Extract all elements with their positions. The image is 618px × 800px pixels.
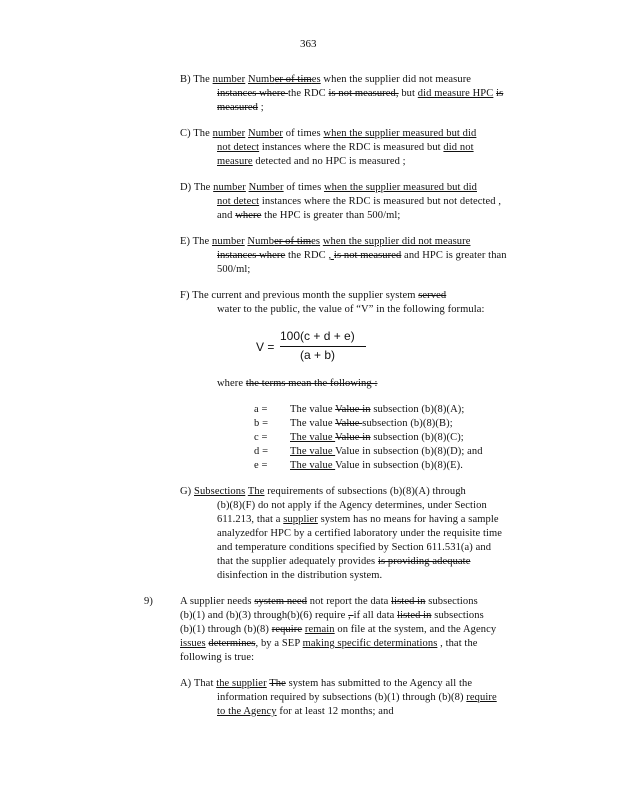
def-e-text: The value Value in subsection (b)(8)(E). [290, 460, 463, 471]
item-d-line-1: D) The number Number of times when the supplier measured but did [180, 182, 477, 193]
formula-lhs: V = [256, 340, 275, 354]
item-c-line-2: not detect instances where the RDC is measured but did not [217, 142, 474, 153]
item-d-line-3: and where the HPC is greater than 500/ml; [217, 210, 401, 221]
item-g-line-3: 611.213, that a supplier system has no means for having a sample [217, 514, 499, 525]
item-f-line-2: water to the public, the value of “V” in the following formula: [217, 304, 485, 315]
page-number: 363 [300, 38, 317, 50]
item-c-line-3: measure detected and no HPC is measured ; [217, 156, 406, 167]
para-9-line-2: (b)(1) and (b)(3) through(b)(6) require , if all data listed in subsections [180, 610, 484, 621]
para-9-line-1: A supplier needs system need not report the data listed in subsections [180, 596, 478, 607]
item-e-line-1: E) The number Number of times when the supplier did not measure [180, 236, 471, 247]
def-b-text: The value Value subsection (b)(8)(B); [290, 418, 453, 429]
item-f-line-1: F) The current and previous month the supplier system served [180, 290, 447, 301]
item-g-line-5: and temperature conditions specified by Section 611.531(a) and [217, 542, 492, 553]
para-9-number: 9) [144, 596, 153, 607]
where-line: where the terms mean the following : [217, 378, 378, 389]
def-b-var: b = [254, 418, 269, 429]
item-g-line-6: that the supplier adequately provides is providing adequate [217, 556, 471, 567]
def-a-var: a = [254, 404, 268, 415]
def-c-text: The value Value in subsection (b)(8)(C); [290, 432, 464, 443]
def-e-var: e = [254, 460, 268, 471]
para-9-line-3: (b)(1) through (b)(8) require remain on file at the system, and the Agency [180, 624, 497, 635]
item-g-line-2: (b)(8)(F) do not apply if the Agency determines, under Section [217, 500, 487, 511]
def-c-var: c = [254, 432, 268, 443]
item-b-line-3: measured ; [217, 102, 264, 113]
para-9-line-4: issues determines, by a SEP making specific determinations , that the [180, 638, 478, 649]
def-a-text: The value Value in subsection (b)(8)(A); [290, 404, 465, 415]
item-d-line-2: not detect instances where the RDC is measured but not detected , [217, 196, 502, 207]
def-d-text: The value Value in subsection (b)(8)(D); and [290, 446, 483, 457]
item-e-line-3: 500/ml; [217, 264, 251, 275]
item-g-line-4: analyzedfor HPC by a certified laboratory under the requisite time [217, 528, 503, 539]
v-formula [256, 326, 376, 368]
item-b-line-2: instances where the RDC is not measured, but did measure HPC is [217, 88, 504, 99]
def-d-var: d = [254, 446, 269, 457]
item-a9-line-3: to the Agency for at least 12 months; and [217, 706, 394, 717]
item-c-line-1: C) The number Number of times when the supplier measured but did [180, 128, 477, 139]
formula-numerator: 100(c + d + e) [280, 329, 355, 343]
item-g-line-1: G) Subsections The requirements of subsections (b)(8)(A) through [180, 486, 466, 497]
para-9-line-5: following is true: [180, 652, 255, 663]
item-a9-line-1: A) That the supplier The system has submitted to the Agency all the [180, 678, 473, 689]
item-e-line-2: instances where the RDC , is not measured and HPC is greater than [217, 250, 507, 261]
item-g-line-7: disinfection in the distribution system. [217, 570, 383, 581]
item-b-line-1: B) The number Number of times when the supplier did not measure [180, 74, 472, 85]
fraction-bar [280, 346, 366, 347]
formula-denominator: (a + b) [300, 348, 336, 362]
item-a9-line-2: information required by subsections (b)(1) through (b)(8) require [217, 692, 497, 703]
